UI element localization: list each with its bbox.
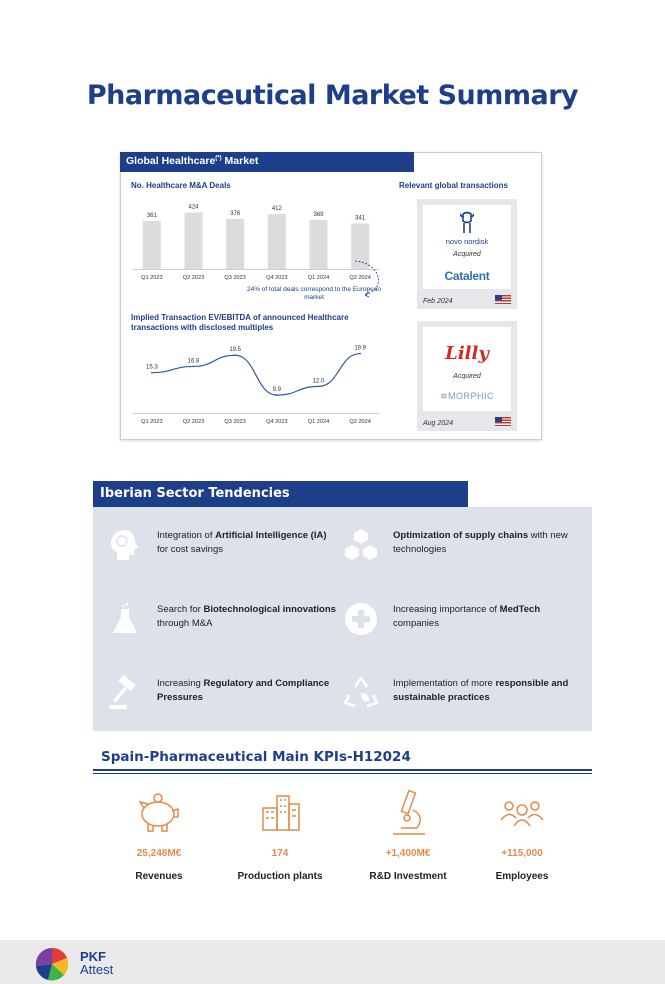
bar-category-label: Q1 2024 (307, 275, 330, 281)
tendency-post: through M&A (157, 618, 213, 629)
tendency-ai (107, 527, 337, 567)
deal-card-novo-catalent (417, 199, 517, 309)
kpi-production-plants (225, 788, 335, 896)
tendency-supply-chain (343, 527, 573, 567)
acquired-label: Acquired (453, 373, 481, 380)
bar (143, 221, 161, 269)
piggy-bank-icon (134, 788, 184, 838)
acquirer-novo-nordisk: novo nordisk (445, 237, 489, 246)
target-morphic (423, 391, 511, 402)
tendency-text (393, 603, 573, 631)
bar (185, 212, 203, 269)
tendency-text (393, 677, 573, 705)
line-category-label: Q3 2023 (224, 419, 246, 425)
bar-value-label: 341 (355, 215, 366, 222)
tendency-bold: Regulatory and Compliance Pressures (157, 678, 330, 703)
line-point (318, 386, 320, 388)
line-point (359, 353, 361, 355)
bar-category-label: Q2 2024 (349, 275, 371, 281)
tendency-bold: MedTech (499, 604, 541, 615)
line-point (193, 366, 195, 368)
kpi-rd-investment (353, 788, 463, 896)
line-category-label: Q1 2024 (307, 419, 330, 425)
transactions-title: Relevant global transactions (399, 181, 508, 190)
tendency-medtech (343, 601, 573, 641)
deal-date-text: Aug 2024 (423, 420, 453, 427)
tendency-regulatory (107, 675, 337, 715)
line-category-label: Q4 2023 (266, 419, 288, 425)
us-flag-icon (495, 295, 511, 304)
target-catalent: Catalent (444, 269, 490, 283)
bar-category-label: Q2 2023 (182, 275, 205, 281)
deal-card-inner (423, 205, 511, 289)
medical-cross-icon (343, 601, 379, 637)
kpi-label: Production plants (237, 871, 323, 882)
kpi-value: +1,400M€ (385, 848, 431, 859)
brand-text (80, 950, 113, 976)
brand-name: PKF (80, 949, 106, 964)
line-value-label: 15.3 (145, 364, 158, 371)
flask-icon (107, 601, 143, 637)
kpi-value: 174 (271, 848, 289, 859)
tendency-bold: Artificial Intelligence (IA) (215, 530, 327, 541)
global-healthcare-header (120, 152, 414, 172)
line-point (276, 394, 278, 396)
ev-ebitda-series-line (152, 354, 360, 396)
iberian-header: Iberian Sector Tendencies (93, 481, 468, 507)
bar (310, 220, 328, 269)
line-value-label: 19.5 (229, 347, 242, 354)
acquirer-lilly: Lilly (445, 343, 489, 364)
kpi-value: 25,248M€ (136, 848, 182, 859)
tendency-pre: Search for (157, 604, 204, 615)
kpi-label: R&D Investment (369, 871, 447, 882)
pkf-logo-icon (34, 946, 70, 982)
gavel-icon (107, 675, 143, 711)
tendency-post: with new technologies (393, 530, 568, 555)
us-flag-icon (495, 417, 511, 426)
tendency-post: companies (393, 618, 439, 629)
iberian-tendencies-box (93, 507, 592, 731)
bar-category-label: Q3 2023 (224, 275, 246, 281)
bar-value-label: 424 (188, 204, 199, 211)
deal-date-text: Feb 2024 (423, 298, 453, 305)
tendency-post: for cost savings (157, 544, 223, 555)
tendency-text (157, 677, 337, 705)
kpi-value: +115,000 (501, 848, 543, 859)
kpi-label: Revenues (135, 871, 183, 882)
tendency-bold: Biotechnological innovations (203, 604, 336, 615)
tendency-text (157, 603, 337, 631)
line-point (234, 354, 236, 356)
brain-icon (107, 527, 143, 563)
global-header-suffix: Market (224, 155, 259, 167)
bar (226, 219, 244, 269)
kpi-title: Spain-Pharmaceutical Main KPIs-H12024 (101, 749, 411, 765)
bar (268, 214, 286, 269)
page-title: Pharmaceutical Market Summary (86, 80, 579, 111)
bar-value-label: 361 (146, 212, 157, 219)
deals-chart-title: No. Healthcare M&A Deals (131, 181, 231, 190)
footer (0, 940, 665, 984)
global-header-sup: (*) (215, 155, 222, 162)
global-header-text: Global Healthcare (126, 155, 216, 167)
kpi-label: Employees (495, 871, 549, 882)
line-category-label: Q2 2024 (349, 419, 371, 425)
recycle-icon (343, 675, 379, 711)
bar-value-label: 369 (313, 211, 324, 218)
morphic-text: MORPHIC (448, 391, 495, 401)
ev-ebitda-title: Implied Transaction EV/EBITDA of announced Healthcare transactions with disclosed multiples (131, 313, 349, 332)
line-value-label: 9.9 (272, 387, 282, 394)
people-icon (497, 788, 547, 838)
brand-sub: Attest (80, 962, 114, 977)
deal-date (423, 420, 511, 427)
microscope-icon (383, 788, 433, 838)
tendency-bold: Optimization of supply chains (393, 530, 529, 541)
tendency-pre: Increasing (157, 678, 204, 689)
tendency-pre: Increasing importance of (393, 604, 500, 615)
line-category-label: Q2 2023 (182, 419, 205, 425)
deal-card-lilly-morphic (417, 321, 517, 431)
bar-category-label: Q1 2023 (141, 275, 163, 281)
factory-icon (255, 788, 305, 838)
tendency-pre: Implementation of more (393, 678, 496, 689)
line-category-label: Q1 2023 (141, 419, 163, 425)
bar-value-label: 412 (271, 206, 282, 213)
tendency-text (157, 529, 337, 557)
tendency-biotech (107, 601, 337, 641)
tendency-sustainable (343, 675, 573, 715)
deal-card-inner (423, 327, 511, 411)
kpi-employees (467, 788, 577, 896)
novo-bull-logo-icon (460, 211, 474, 235)
line-value-label: 19.9 (354, 345, 367, 352)
ev-ebitda-line-chart (131, 335, 381, 429)
line-value-label: 12.0 (312, 378, 325, 385)
bar-category-label: Q4 2023 (266, 275, 288, 281)
line-value-label: 16.8 (187, 358, 200, 365)
deals-bar-chart (131, 197, 381, 287)
morphic-wing-icon: ≋ (439, 391, 449, 401)
tendency-pre: Integration of (157, 530, 216, 541)
line-point (151, 372, 153, 374)
acquired-label: Acquired (453, 251, 481, 258)
kpi-revenues (104, 788, 214, 896)
tendency-text (393, 529, 573, 557)
deal-date (423, 298, 511, 305)
kpi-divider (93, 769, 592, 774)
tendency-bold: responsible and sustainable practices (393, 678, 569, 703)
europe-note: 24% of total deals correspond to the European market (246, 286, 382, 301)
cubes-icon (343, 527, 379, 563)
bar-value-label: 376 (230, 210, 241, 217)
global-healthcare-panel (120, 152, 542, 440)
